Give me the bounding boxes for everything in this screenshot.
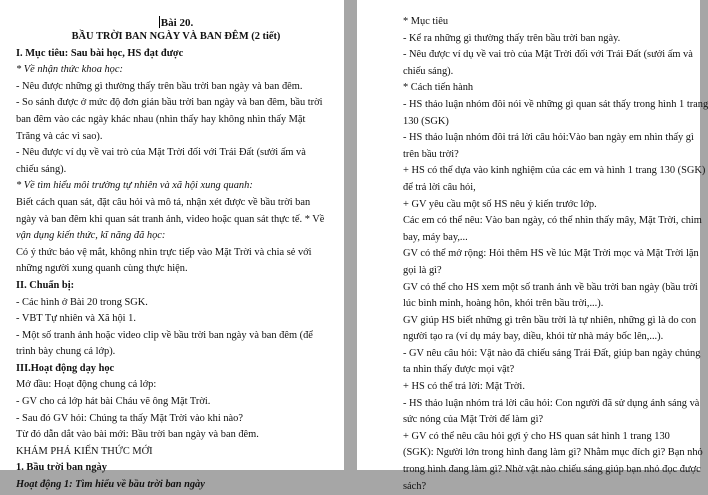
text-line: sách? <box>403 480 427 492</box>
text-line: GV có thể cho HS xem một số tranh ảnh về bầu trời ban ngày (bầu trời <box>403 281 698 293</box>
text-line: gọi là gì? <box>403 264 442 276</box>
lesson-title: BẦU TRỜI BAN NGÀY VÀ BAN ĐÊM (2 tiết) <box>71 31 281 42</box>
text-line: - VBT Tự nhiên và Xã hội 1. <box>16 313 136 325</box>
text-line: ngày và ban đêm khi quan sát tranh ảnh, video hoặc quan sát thực tế. * Về <box>16 213 325 225</box>
text-line: - Kể ra những gì thường thấy trên bầu trời ban ngày. <box>403 32 621 44</box>
text-line: - HS thảo luận nhóm trả lời câu hỏi: Con người đã sử dụng ánh sáng và <box>403 397 700 409</box>
subheading: * Về tìm hiểu môi trường tự nhiên và xã hội xung quanh: <box>16 180 253 192</box>
text-line: - Nêu được ví dụ về vai trò của Mặt Trời đối với Trái Đất (sưởi ấm và <box>16 147 306 159</box>
text-line: Biết cách quan sát, đặt câu hỏi và mô tả, nhận xét được về bầu trời ban <box>16 196 311 208</box>
text-line: - So sánh được ở mức độ đơn giản bầu trời ban ngày và ban đêm, bầu trời <box>16 97 323 109</box>
text-line: lúc bình minh, hoàng hôn, khói trên bầu trời,...). <box>403 298 604 310</box>
text-line: - Sau đó GV hỏi: Chúng ta thấy Mặt Trời vào khi nào? <box>16 412 243 424</box>
text-line: ta nhìn thấy được mọi vật? <box>403 364 515 376</box>
text-line: chiếu sáng). <box>403 65 454 77</box>
text-line: GV có thể mở rộng: Hỏi thêm HS về lúc Mặt Trời mọc và Mặt Trời lặn <box>403 248 699 260</box>
text-line: - Nêu được ví dụ về vai trò của Mặt Trời đối với Trái Đất (sưởi ấm và <box>403 49 693 61</box>
text-line: - GV nêu câu hỏi: Vật nào đã chiếu sáng Trái Đất, giúp ban ngày chúng <box>403 347 701 359</box>
text-line: - Nêu được những gì thường thấy trên bầu trời ban ngày và ban đêm. <box>16 80 303 92</box>
document-page-right <box>357 0 708 492</box>
text-line: + GV yêu cầu một số HS nêu ý kiến trước lớp. <box>403 198 597 210</box>
text-line: trong hình đang làm gì? Nhờ vật nào chiếu sáng giúp bạn nhỏ đọc được <box>403 464 701 476</box>
text-line: * Cách tiến hành <box>403 82 474 94</box>
document-page-left <box>0 0 344 491</box>
subheading: * Về nhận thức khoa học: <box>16 64 123 76</box>
section-heading: KHÁM PHÁ KIẾN THỨC MỚI <box>16 445 153 457</box>
opening-line: Mở đầu: Hoạt động chung cả lớp: <box>16 379 157 391</box>
text-line: - Một số tranh ảnh hoặc video clip về bầu trời ban ngày và ban đêm (để <box>16 329 313 341</box>
text-line: để trả lời câu hỏi, <box>403 181 476 193</box>
text-line: 130 (SGK) <box>403 115 449 127</box>
text-line: - HS thảo luận nhóm đôi nói về những gì quan sát thấy trong hình 1 trang <box>403 98 708 110</box>
text-line: - GV cho cả lớp hát bài Cháu vẽ ông Mặt Trời. <box>16 396 211 408</box>
text-line: Trăng và các vì sao). <box>16 130 103 142</box>
text-line: Các em có thể nêu: Vào ban ngày, có thể nhìn thấy mây, Mặt Trời, chim <box>403 215 702 227</box>
text-line: (SGK): Người lớn trong hình đang làm gì? Nhằm mục đích gì? Bạn nhỏ <box>403 447 703 459</box>
activity-heading: Hoạt động 1: Tìm hiểu về bầu trời ban ngày <box>16 479 205 491</box>
text-cursor <box>159 16 160 28</box>
text-line: + HS có thể dựa vào kinh nghiệm của các em và hình 1 trang 130 (SGK) <box>403 165 706 177</box>
text-line: người tạo ra (ví dụ máy bay, diều, khói từ nhà máy bốc lên,...). <box>403 331 664 343</box>
numbered-heading: 1. Bầu trời ban ngày <box>16 462 107 474</box>
lesson-number: Bài 20. <box>160 17 194 29</box>
text-line: trên bầu trời? <box>403 148 459 160</box>
heading-objectives: I. Mục tiêu: Sau bài học, HS đạt được <box>16 47 184 59</box>
subheading: vận dụng kiến thức, kĩ năng đã học: <box>16 230 166 242</box>
text-line: những người xung quanh cùng thực hiện. <box>16 263 188 275</box>
text-line: - Các hình ở Bài 20 trong SGK. <box>16 296 148 308</box>
text-line: bay, máy bay,... <box>403 231 468 243</box>
text-line: * Mục tiêu <box>403 16 449 27</box>
text-line: ban đêm vào các ngày khác nhau (nhìn thấy hay không nhìn thấy Mặt <box>16 113 306 125</box>
text-line: trình bày chung cả lớp). <box>16 346 116 358</box>
text-line: GV giúp HS biết những gì trên bầu trời là tự nhiên, những gì là do con <box>403 314 697 326</box>
heading-preparation: II. Chuẩn bị: <box>16 279 75 291</box>
heading-activities: III.Hoạt động dạy học <box>16 362 115 374</box>
text-line: + HS có thể trả lời: Mặt Trời. <box>403 381 525 393</box>
text-line: Từ đó dẫn dắt vào bài mới: Bầu trời ban ngày và ban đêm. <box>16 429 259 441</box>
text-line: chiếu sáng). <box>16 163 67 175</box>
text-line: Có ý thức bảo vệ mắt, không nhìn trực tiếp vào Mặt Trời và chia sẻ với <box>16 246 312 258</box>
text-line: + GV có thể nêu câu hỏi gợi ý cho HS quan sát hình 1 trang 130 <box>403 430 670 442</box>
text-line: - HS thảo luận nhóm đôi trả lời câu hỏi:Vào ban ngày em nhìn thấy gì <box>403 132 694 144</box>
text-line: sức nóng của Mặt Trời để làm gì? <box>403 414 544 426</box>
